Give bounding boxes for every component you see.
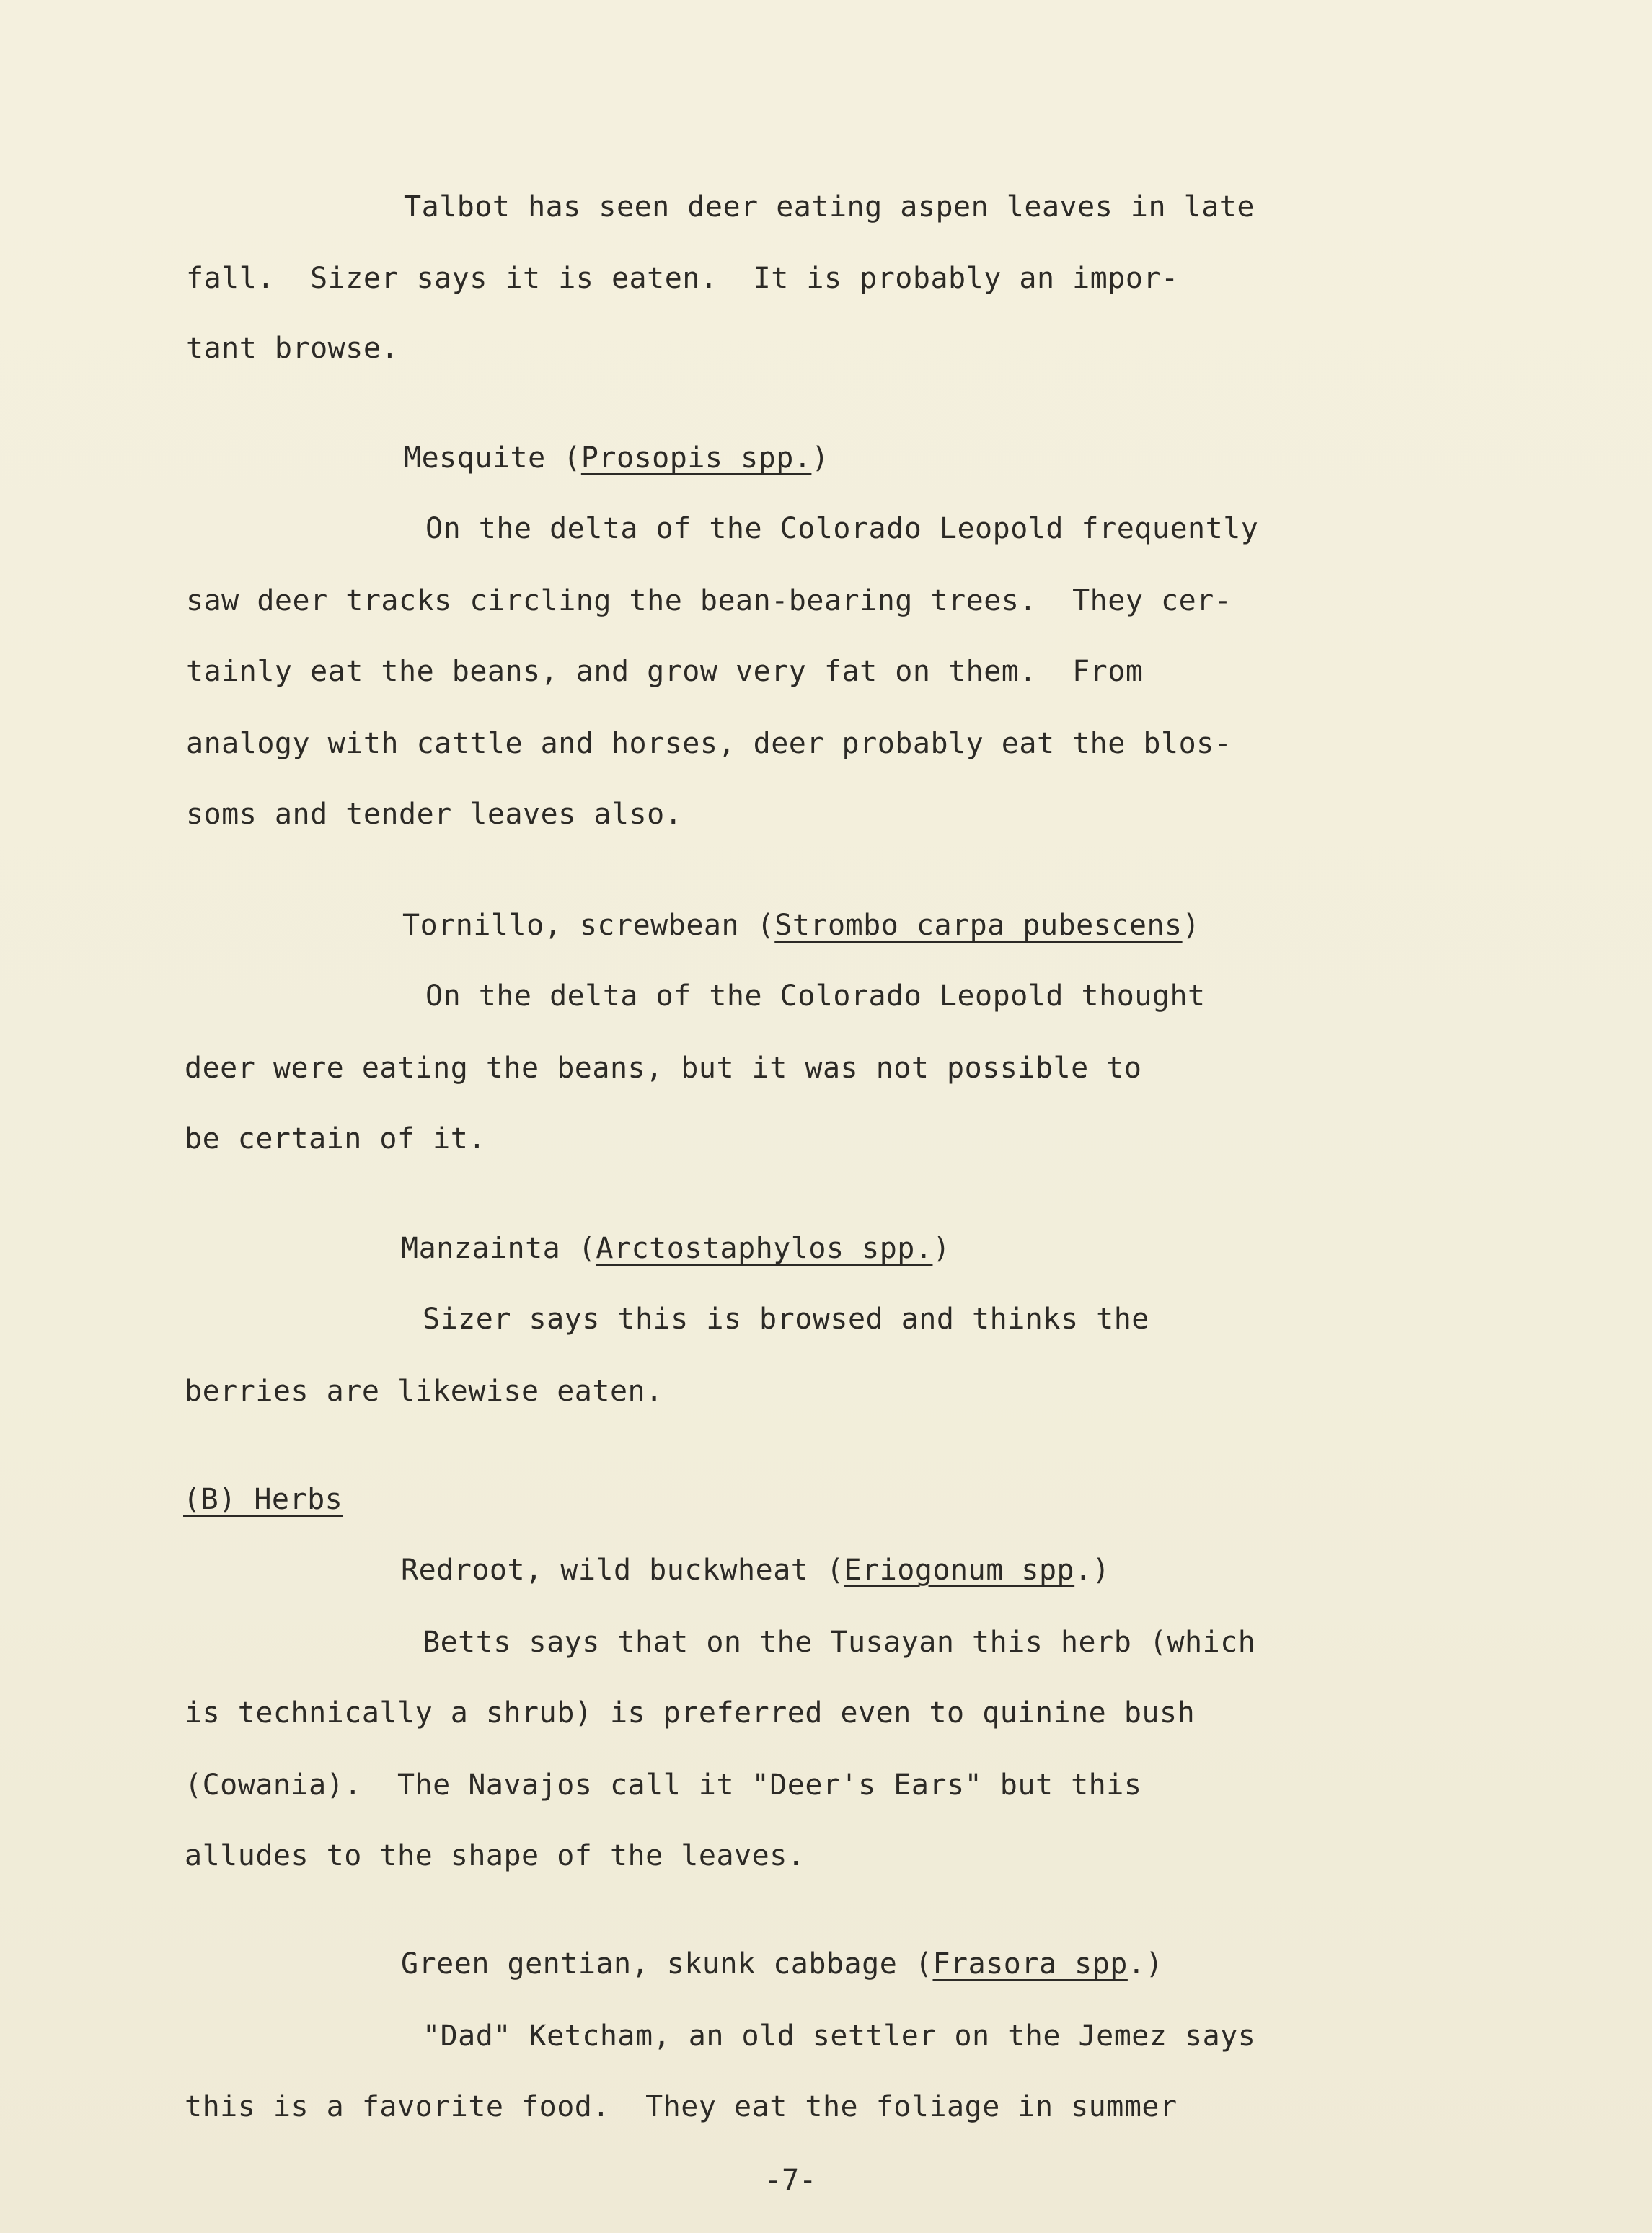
species-heading-redroot [401,1552,1110,1588]
section-heading-herbs: (B) Herbs [183,1483,343,1516]
text-line: analogy with cattle and horses, deer probably eat the blos- [186,727,1232,760]
latin-name: Arctostaphylos spp. [596,1232,933,1265]
species-heading-manzainta [401,1230,950,1267]
page-number: -7- [764,2164,817,2197]
latin-name: Frasora spp [932,1947,1128,1981]
text-line: this is a favorite food. They eat the foliage in summer [185,2090,1178,2123]
latin-name: Eriogonum spp [844,1554,1075,1587]
common-name: Green gentian, skunk cabbage ( [401,1947,933,1981]
heading-close: ) [1182,909,1201,942]
text-line: On the delta of the Colorado Leopold frequently [425,512,1259,545]
latin-name: Strombo carpa pubescens [774,909,1183,942]
species-heading-gentian [401,1946,1163,1982]
text-line: saw deer tracks circling the bean-bearing trees. They cer- [186,584,1232,617]
text-line: On the delta of the Colorado Leopold thought [425,979,1206,1013]
text-line: Sizer says this is browsed and thinks the [423,1303,1149,1336]
heading-close: ) [811,441,829,475]
latin-name: Prosopis spp. [580,441,812,475]
common-name: Manzainta ( [401,1232,596,1265]
heading-close: .) [1127,1947,1164,1981]
common-name: Mesquite ( [404,441,581,475]
text-line: "Dad" Ketcham, an old settler on the Jemez says [423,2020,1256,2053]
species-heading-mesquite [404,440,829,476]
species-heading-tornillo [402,907,1200,943]
text-line: Betts says that on the Tusayan this herb (which [423,1626,1256,1659]
common-name: Redroot, wild buckwheat ( [401,1554,844,1587]
text-line: tant browse. [186,332,399,365]
text-line: berries are likewise eaten. [185,1375,663,1408]
text-line: soms and tender leaves also. [186,798,683,831]
text-line: alludes to the shape of the leaves. [185,1839,805,1872]
text-line: is technically a shrub) is preferred even to quinine bush [185,1696,1196,1730]
text-line: (Cowania). The Navajos call it "Deer's Ears" but this [185,1769,1142,1802]
heading-close: .) [1074,1554,1110,1587]
text-line: be certain of it. [185,1122,486,1155]
text-line: Talbot has seen deer eating aspen leaves in late [404,190,1255,224]
text-line: deer were eating the beans, but it was not possible to [185,1052,1142,1085]
heading-close: ) [932,1232,951,1265]
text-line: fall. Sizer says it is eaten. It is probably an impor- [186,262,1179,295]
text-line: tainly eat the beans, and grow very fat on them. From [186,655,1144,688]
common-name: Tornillo, screwbean ( [402,909,775,942]
